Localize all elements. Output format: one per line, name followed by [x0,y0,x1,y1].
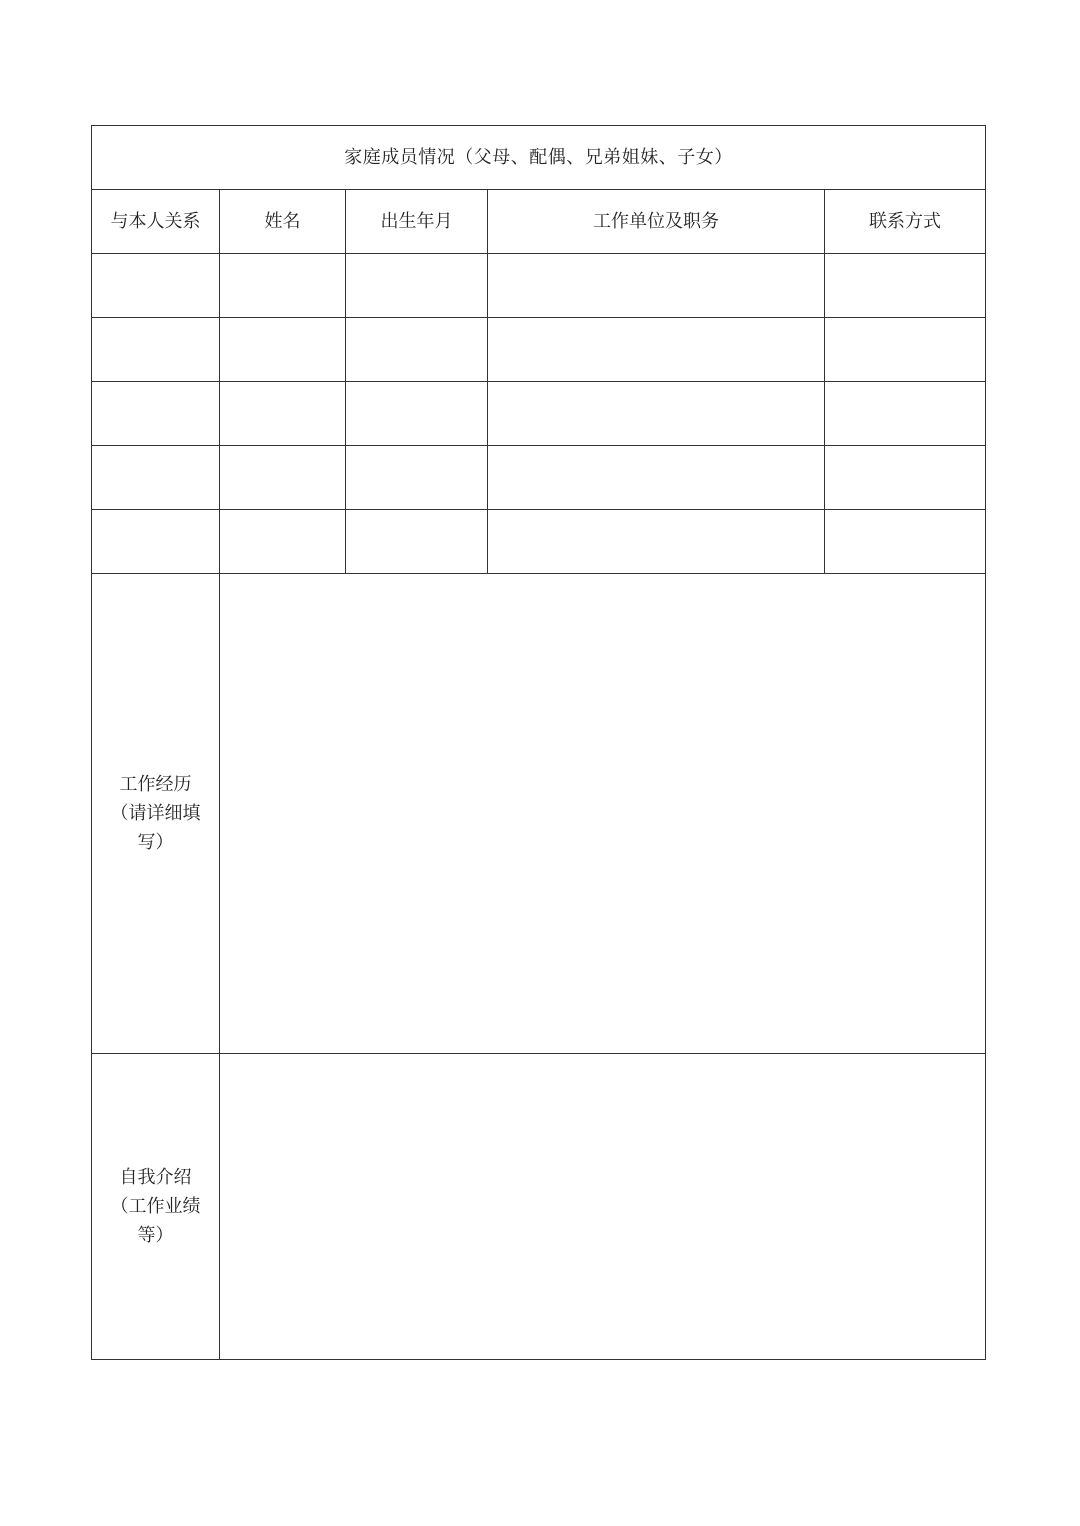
relationship-cell[interactable] [92,254,220,318]
work-experience-label-line2: （请详细填 [110,803,201,824]
workplace-position-cell[interactable] [488,446,825,510]
family-member-row [92,510,986,574]
family-member-row [92,318,986,382]
name-cell[interactable] [220,318,346,382]
workplace-position-cell[interactable] [488,318,825,382]
header-relationship: 与本人关系 [92,190,220,254]
contact-cell[interactable] [825,254,986,318]
workplace-position-cell[interactable] [488,254,825,318]
header-birth-date: 出生年月 [346,190,488,254]
name-cell[interactable] [220,510,346,574]
name-cell[interactable] [220,254,346,318]
work-experience-field[interactable] [220,574,986,1054]
contact-cell[interactable] [825,318,986,382]
self-intro-label-line3: 等） [137,1225,174,1246]
workplace-position-cell[interactable] [488,382,825,446]
workplace-position-cell[interactable] [488,510,825,574]
family-and-experience-form [91,125,986,1360]
name-cell[interactable] [220,446,346,510]
birth-date-cell[interactable] [346,446,488,510]
contact-cell[interactable] [825,446,986,510]
work-experience-label [92,574,220,1054]
relationship-cell[interactable] [92,446,220,510]
name-cell[interactable] [220,382,346,446]
birth-date-cell[interactable] [346,318,488,382]
contact-cell[interactable] [825,382,986,446]
self-intro-field[interactable] [220,1054,986,1360]
relationship-cell[interactable] [92,318,220,382]
header-contact: 联系方式 [825,190,986,254]
contact-cell[interactable] [825,510,986,574]
relationship-cell[interactable] [92,382,220,446]
family-header-row [92,190,986,254]
self-intro-row [92,1054,986,1360]
relationship-cell[interactable] [92,510,220,574]
birth-date-cell[interactable] [346,254,488,318]
header-name: 姓名 [220,190,346,254]
work-experience-label-line1: 工作经历 [119,774,192,795]
self-intro-label-line2: （工作业绩 [110,1196,201,1217]
family-member-row [92,382,986,446]
birth-date-cell[interactable] [346,382,488,446]
family-title-row [92,126,986,190]
work-experience-label-line3: 写） [137,832,174,853]
self-intro-label-line1: 自我介绍 [119,1167,192,1188]
family-member-row [92,446,986,510]
work-experience-row [92,574,986,1054]
family-member-row [92,254,986,318]
family-section-title: 家庭成员情况（父母、配偶、兄弟姐妹、子女） [92,126,986,190]
birth-date-cell[interactable] [346,510,488,574]
header-workplace-position: 工作单位及职务 [488,190,825,254]
self-intro-label [92,1054,220,1360]
